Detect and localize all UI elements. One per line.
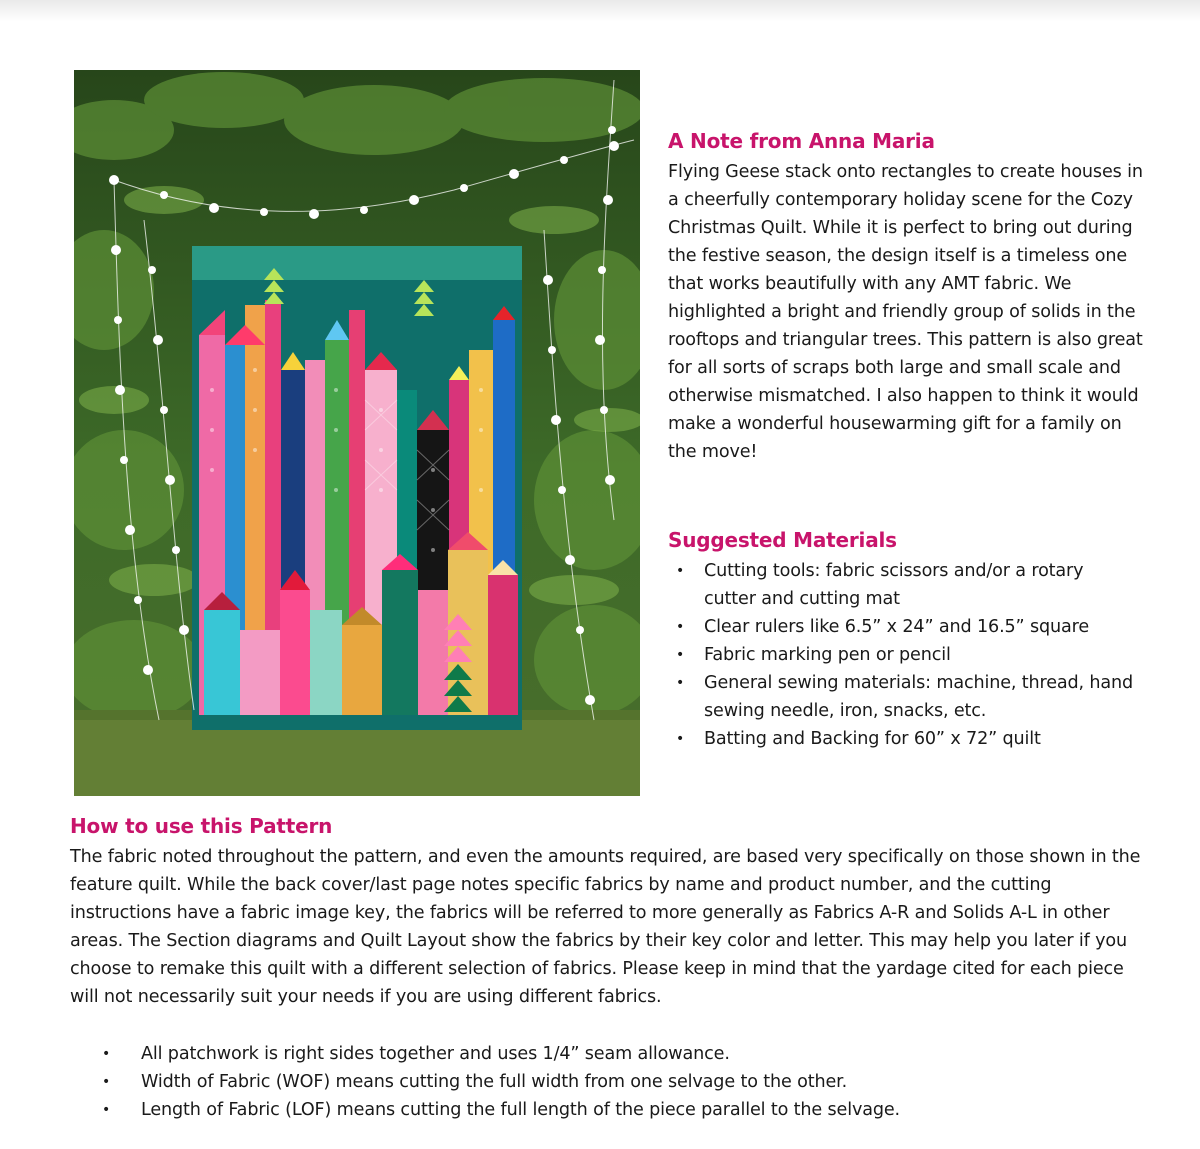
- list-item: • General sewing materials: machine, thread, hand sewing needle, iron, snacks, etc.: [668, 669, 1138, 725]
- howto-body: The fabric noted throughout the pattern, and even the amounts required, are based very specifically on those shown in the feature quilt. While the back cover/last page notes specific fabrics by name and product number, and the cutting instructions have a fabric image key, the fabrics will be referred to more generally as Fabrics A-R and Solids A-L in other areas. The Section diagrams and Quilt Layout show the fabrics by their key color and letter. This may help you later if you choose to remake this quilt with a different selection of fabrics. Please keep in mind that the yardage cited for each piece will not necessarily suit your needs if you are using different fabrics.: [70, 847, 1141, 1007]
- list-item: • Clear rulers like 6.5” x 24” and 16.5” square: [668, 613, 1138, 641]
- list-item: • Cutting tools: fabric scissors and/or a rotary cutter and cutting mat: [668, 557, 1138, 613]
- list-item: • Length of Fabric (LOF) means cutting the full length of the piece parallel to the selvage.: [98, 1096, 1158, 1124]
- tips-list: [98, 1040, 1158, 1124]
- howto-heading: How to use this Pattern: [70, 814, 333, 838]
- quilt-photo: [74, 70, 640, 796]
- note-body: Flying Geese stack onto rectangles to create houses in a cheerfully contemporary holiday scene for the Cozy Christmas Quilt. While it is perfect to bring out during the festive season, the design itself is a timeless one that works beautifully with any AMT fabric. We highlighted a bright and friendly group of solids in the rooftops and triangular trees. This pattern is also great for all sorts of scraps both large and small scale and otherwise mismatched. I also happen to think it would make a wonderful housewarming gift for a family on the move!: [668, 162, 1143, 462]
- list-item: • Batting and Backing for 60” x 72” quilt: [668, 725, 1138, 753]
- note-heading: A Note from Anna Maria: [668, 129, 935, 153]
- list-item: • Fabric marking pen or pencil: [668, 641, 1138, 669]
- page-top-shadow: [0, 0, 1200, 22]
- list-item: • All patchwork is right sides together and uses 1/4” seam allowance.: [98, 1040, 1158, 1068]
- materials-list: [668, 557, 1138, 753]
- materials-heading: Suggested Materials: [668, 528, 897, 552]
- list-item: • Width of Fabric (WOF) means cutting the full width from one selvage to the other.: [98, 1068, 1158, 1096]
